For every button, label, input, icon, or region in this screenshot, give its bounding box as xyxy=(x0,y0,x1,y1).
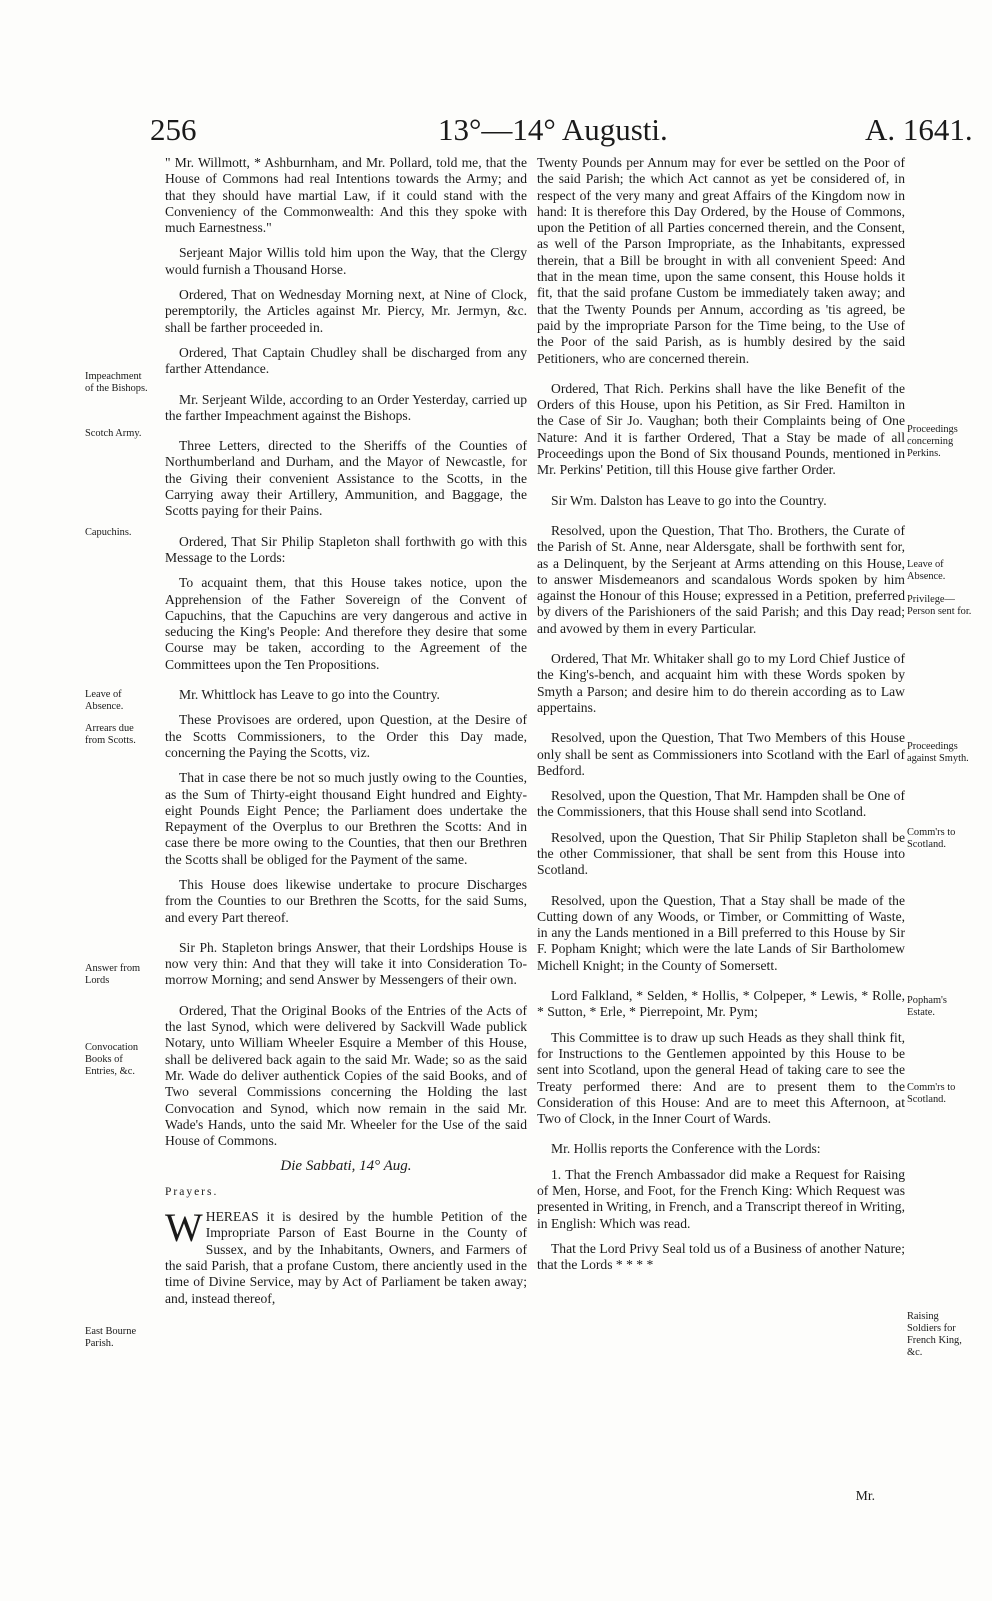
margin-note: Popham's Estate. xyxy=(907,995,947,1018)
paragraph: Resolved, upon the Question, That Tho. Brothers, the Curate of the Parish of St. Anne, near Aldersgate, shall be forthwith sent for, as a Delinquent, by the Serjeant at Arms attending on this House, to answer Misdemeanors and scandalous Words spoken by him against the Honour of this House; expressed in a Petition, preferred by divers of the Parishioners of the said Parish; and this Day read; and avowed by them in every Particular. xyxy=(537,522,905,636)
year: A. 1641. xyxy=(865,112,973,147)
paragraph: Twenty Pounds per Annum may for ever be settled on the Poor of the said Parish; the which Act cannot as yet be considered of, in respect of the very many and great Affairs of the Kingdom now in hand: It is therefore this Day Ordered, by the House of Commons, upon the Petition of all Parties concerned therein, and the Consent, as well of the Parson Impropriate, as the Inhabitants, expressed therein, that a Bill be brought in with all convenient Speed: And that in the mean time, upon the same consent, this House holds it fit, that the said profane Custom be immediately taken away; and that the Twenty Pounds per Annum, according as 'tis agreed, be paid by the impropriate Parson for the Time being, to the Use of the Poor of the said Parish, as is humbly desired by the said Petitioners, who are concerned therein. xyxy=(537,155,905,366)
right-column xyxy=(537,155,905,1283)
margin-note: Scotch Army. xyxy=(85,428,142,439)
paragraph: Resolved, upon the Question, That Sir Philip Stapleton shall be the other Commissioner, that shall be sent from this House into Scotland. xyxy=(537,829,905,878)
paragraph: 1. That the French Ambassador did make a Request for Raising of Men, Horse, and Foot, for the French King: Which Request was presented in Writing, in French, and a Transcript thereof in Writing, in English: Which was read. xyxy=(537,1166,906,1231)
paragraph: Mr. Serjeant Wilde, according to an Order Yesterday, carried up the farther Impeachment against the Bishops. xyxy=(165,391,527,423)
prayers-heading: Prayers. xyxy=(165,1185,219,1198)
paragraph: Mr. Hollis reports the Conference with the Lords: xyxy=(551,1141,821,1157)
paragraph: That in case there be not so much justly owing to the Counties, as the Sum of Thirty-eight thousand Eight hundred and Eighty-eight Pounds Eight Pence; the Parliament does undertake the Repayment of the Overplus to our Brethren the Scotts: And in case there be more owing to the Counties, that then our Brethren the Scotts shall be obliged for the Payment of the same. xyxy=(165,770,527,867)
paragraph: Ordered, That Rich. Perkins shall have the like Benefit of the Orders of this House, upon his Petition, as Sir Fred. Hamilton in the Case of Sir Jo. Vaughan; both their Complaints being of One Nature: And it is farther Ordered, That a Stay be made of all Proceedings upon the Bond of Six thousand Pounds, mentioned in Mr. Perkins' Petition, till this House give farther Order. xyxy=(537,380,905,478)
page-number: 256 xyxy=(150,112,197,147)
paragraph: Resolved, upon the Question, That Two Members of this House only shall be sent as Commissioners into Scotland with the Earl of Bedford. xyxy=(537,730,905,778)
paragraph: Ordered, That Sir Philip Stapleton shall forthwith go with this Message to the Lords: xyxy=(165,533,527,565)
paragraph: These Provisoes are ordered, upon Question, at the Desire of the Scotts Commissioners, to the Order this Day made, concerning the Paying the Scotts, viz. xyxy=(165,712,527,760)
paragraph: Mr. Whittlock has Leave to go into the Country. xyxy=(179,687,440,703)
margin-note: Proceedings concerning Perkins. xyxy=(907,424,958,459)
paragraph: Resolved, upon the Question, That Mr. Hampden shall be One of the Commissioners, that this House shall send into Scotland. xyxy=(537,788,905,820)
margin-note: Capuchins. xyxy=(85,527,132,538)
margin-note: East Bourne Parish. xyxy=(85,1326,137,1349)
catchword: Mr. xyxy=(855,1488,875,1503)
margin-note: Leave of Absence. xyxy=(907,559,946,582)
paragraph: To acquaint them, that this House takes notice, upon the Apprehension of the Father Sovereign of the Convent of Capuchins, that the Capuchins are very dangerous and active in seducing the King's People: And therefore they desire that some Course may be taken, according to the Agreement of the Committees upon the Ten Propositions. xyxy=(165,575,527,672)
paragraph: Three Letters, directed to the Sheriffs of the Counties of Northumberland and Durham, and the Mayor of Newcastle, for the Giving their convenient Assistance to the Scotts, in the Carrying away their Artillery, Ammunition, and Baggage, the Scotts paying for their Pains. xyxy=(165,438,527,519)
paragraph: Sir Wm. Dalston has Leave to go into the Country. xyxy=(551,492,827,508)
margin-note: Impeachment of the Bishops. xyxy=(85,371,148,394)
margin-note: Privilege—Person sent for. xyxy=(907,594,972,617)
margin-note: Leave of Absence. xyxy=(85,689,124,712)
paragraph: Ordered, That the Original Books of the Entries of the Acts of the last Synod, which were delivered by Sackvill Wade publick Notary, unto William Wheeler Esquire a Member of this House, shall be delivered back again to the said Mr. Wade; so as the said Mr. Wade do deliver authentick Copies of the said Books, and of Two several Commissions concerning the Holding the last Convocation and Synod, which now remain in the said Mr. Wade's Hands, unto the said Mr. Wheeler for the Use of the said House of Commons. xyxy=(165,1002,527,1149)
margin-note: Comm'rs to Scotland. xyxy=(907,827,956,850)
paragraph: That the Lord Privy Seal told us of a Business of another Nature; that the Lords * * * * xyxy=(537,1240,905,1273)
paragraph: Ordered, That Captain Chudley shall be discharged from any farther Attendance. xyxy=(165,344,527,377)
paragraph: Ordered, That on Wednesday Morning next, at Nine of Clock, peremptorily, the Articles against Mr. Piercy, Mr. Jermyn, &c. shall be farther proceeded in. xyxy=(165,287,527,335)
paragraph: Resolved, upon the Question, That a Stay shall be made of the Cutting down of any Woods, or Timber, or Committing of Waste, in any the Lands mentioned in a Bill preferred to this House by Sir F. Popham Knight; which were the late Lands of Sir Bartholomew Michell Knight; in the County of Somersett. xyxy=(537,892,905,973)
paragraph: Serjeant Major Willis told him upon the Way, that the Clergy would furnish a Thousand Horse. xyxy=(165,245,527,277)
date-range: 13°—14° Augusti. xyxy=(438,112,668,147)
page-header xyxy=(0,0,992,150)
margin-note: Answer from Lords xyxy=(85,963,141,986)
paragraph: This Committee is to draw up such Heads as they shall think fit, for Instructions to the Gentlemen appointed by this House to be sent into Scotland, upon the general Head of taking care to see the Treaty performed there: And are to present them to the Consideration of this House: And are to meet this Afternoon, at Two of Clock, in the Inner Court of Wards. xyxy=(537,1029,905,1127)
margin-note: Raising Soldiers for French King, &c. xyxy=(907,1311,962,1358)
margin-note: Proceedings against Smyth. xyxy=(907,741,969,764)
paragraph: Sir Ph. Stapleton brings Answer, that their Lordships House is now very thin: And that they will take it into Consideration To-morrow Morning; and send Answer by Messengers of their own. xyxy=(165,939,527,988)
paragraph: " Mr. Willmott, * Ashburnham, and Mr. Pollard, told me, that the House of Commons had real Intentions towards the Army; and that they should have martial Law, if it could stand with the Conveniency of the Commonwealth: And this they spoke with much Earnestness." xyxy=(165,155,527,236)
paragraph: Lord Falkland, * Selden, * Hollis, * Colpeper, * Lewis, * Rolle, * Sutton, * Erle, * Pierrepoint, Mr. Pym; xyxy=(537,988,905,1020)
paragraph: HEREAS it is desired by the humble Petition of the Impropriate Parson of East Bourne in the County of Sussex, and by the Inhabitants, Owners, and Farmers of the said Parish, that a profane Custom, there anciently used in the time of Divine Service, may by Act of Parliament be taken away; and, instead thereof, xyxy=(165,1209,527,1306)
margin-note: Arrears due from Scotts. xyxy=(85,723,136,746)
margin-note: Convocation Books of Entries, &c. xyxy=(85,1042,139,1077)
drop-cap: W xyxy=(165,1205,203,1251)
paragraph: This House does likewise undertake to procure Discharges from the Counties to our Brethren the Scotts, for the said Sums, and every Part thereof. xyxy=(165,876,527,925)
left-column xyxy=(165,155,527,1316)
paragraph: Ordered, That Mr. Whitaker shall go to my Lord Chief Justice of the King's-bench, and acquaint him with these Words spoken by Smyth a Parson; and desire him to do therein according as to Law appertains. xyxy=(537,651,905,715)
margin-note: Comm'rs to Scotland. xyxy=(907,1082,956,1105)
section-heading: Die Sabbati, 14° Aug. xyxy=(280,1158,412,1175)
